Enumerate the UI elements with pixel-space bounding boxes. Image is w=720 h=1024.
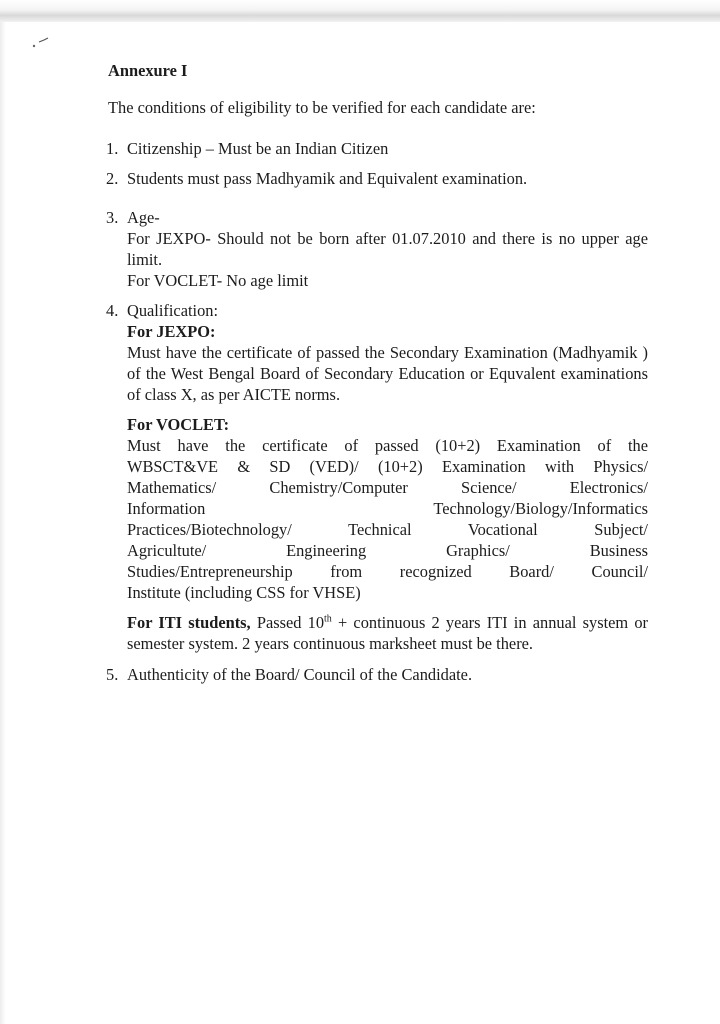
item-number: 5.: [106, 665, 119, 684]
voclet-line: Must have the certificate of passed (10+2) Examination of the: [127, 436, 648, 455]
list-item-citizenship: [108, 138, 648, 159]
item-number: 3.: [106, 208, 119, 227]
voclet-line: Information Technology/Biology/Informatics: [127, 499, 648, 518]
intro-text: The conditions of eligibility to be verified for each candidate are:: [108, 98, 536, 117]
age-jexpo-text: For JEXPO- Should not be born after 01.07.2010 and there is no upper age limit.: [127, 229, 648, 269]
voclet-line: Mathematics/ Chemistry/Computer Science/ Electronics/: [127, 478, 648, 497]
item-text: Citizenship – Must be an Indian Citizen: [127, 139, 389, 158]
voclet-qualification-text: [127, 435, 648, 603]
scan-top-edge-shadow: [0, 0, 720, 22]
annexure-heading: Annexure I: [108, 61, 188, 80]
age-voclet-text: For VOCLET- No age limit: [127, 271, 309, 290]
list-item-madhyamik: [108, 168, 648, 189]
scan-left-edge-shadow: [0, 22, 6, 1024]
item-title: Age-: [127, 208, 160, 227]
item-text: Authenticity of the Board/ Council of the Candidate.: [127, 665, 473, 684]
iti-text: Passed 10: [250, 613, 325, 632]
iti-text: + continuous 2 years ITI in annual system or semester system. 2 years continuous marksheet must be there.: [127, 613, 648, 653]
item-title: Qualification:: [127, 301, 219, 320]
item-number: 2.: [106, 169, 119, 188]
voclet-line: Agricultute/ Engineering Graphics/ Business: [127, 541, 648, 560]
item-text: Students must pass Madhyamik and Equivalent examination.: [127, 169, 528, 188]
jexpo-qualification-text: Must have the certificate of passed the Secondary Examination (Madhyamik ) of the West Bengal Board of Secondary Education or Equvalent examinations of class X, as per AICTE norms.: [127, 343, 648, 404]
item-number: 1.: [106, 139, 119, 158]
iti-qualification-text: [127, 612, 648, 654]
list-item-age: [108, 207, 648, 291]
eligibility-list: [108, 138, 648, 685]
voclet-subheading: For VOCLET:: [127, 415, 230, 434]
scan-speck-mark: [32, 36, 50, 50]
list-item-qualification: [108, 300, 648, 654]
iti-subheading: For ITI students,: [127, 613, 251, 632]
list-item-authenticity: [108, 664, 648, 685]
iti-superscript: th: [324, 613, 332, 625]
voclet-line: Studies/Entrepreneurship from recognized Board/ Council/: [127, 562, 648, 581]
document-page: [108, 60, 648, 685]
voclet-line: Institute (including CSS for VHSE): [127, 583, 361, 602]
voclet-line: Practices/Biotechnology/ Technical Vocational Subject/: [127, 520, 648, 539]
jexpo-subheading: For JEXPO:: [127, 322, 216, 341]
item-number: 4.: [106, 301, 119, 320]
voclet-line: WBSCT&VE & SD (VED)/ (10+2) Examination with Physics/: [127, 457, 648, 476]
